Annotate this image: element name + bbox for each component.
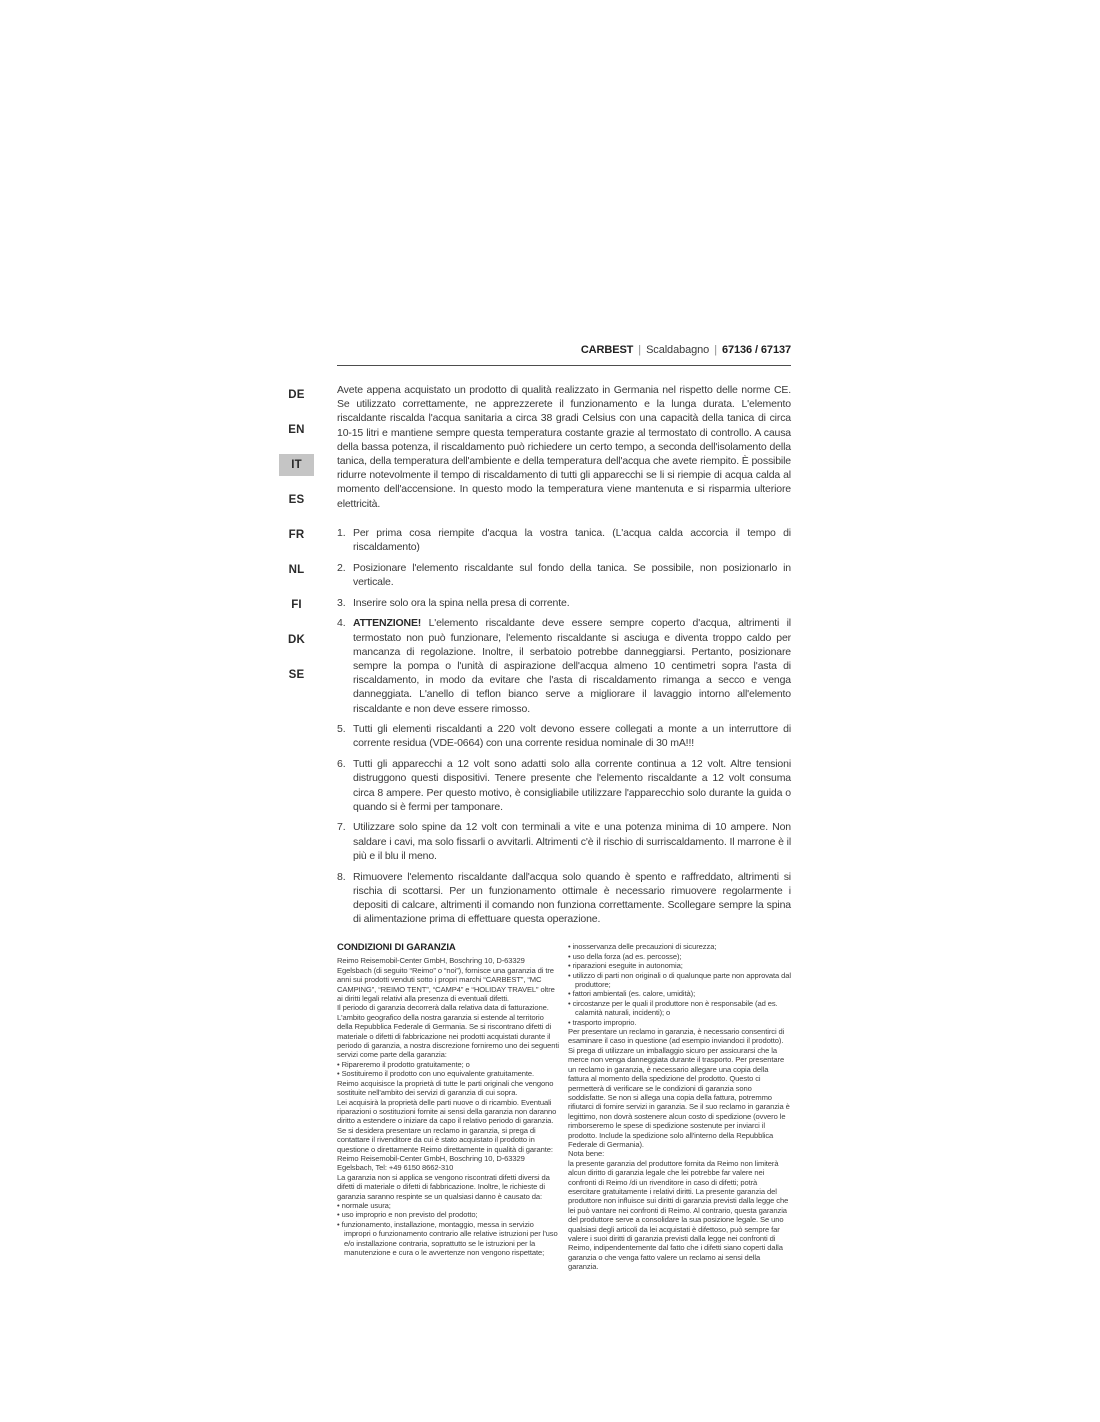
language-label: FR — [288, 529, 305, 541]
article-numbers: 67136 / 67137 — [721, 344, 791, 356]
step-text — [353, 561, 791, 589]
step-warning-prefix: ATTENZIONE! — [353, 617, 422, 630]
step-body-text: Rimuovere l'elemento riscaldante dall'acqua solo quando è spento e raffreddato, altrimenti si rischia di scottarsi. Per un funzionamento ottimale è necessario rimuovere regolarmente i depositi di calcare, altrimenti il comando non funziona correttamente. Scollegare sempre la spina di alimentazione prima di effettuare questa operazione. — [353, 870, 791, 926]
instruction-step — [337, 616, 791, 715]
step-number: 4. — [337, 617, 346, 630]
language-label: NL — [288, 564, 305, 576]
language-label: FI — [291, 599, 302, 611]
warranty-paragraph: • funzionamento, installazione, montaggio, messa in servizio impropri o funzionamento contrario alle relative istruzioni per l'uso e/o installazione contraria, soprattutto se le istruzioni per la manutenzione e cura o le avvertenze non vengono rispettate; — [337, 1219, 558, 1257]
warranty-paragraph: Lei acquisirà la proprietà delle parti nuove o di ricambio. Eventuali riparazioni o sostituzioni fornite ai sensi della garanzia non daranno diritto a estendere o iniziare da capo il relativo periodo di garanzia. Se si desidera presentare un reclamo in garanzia, si prega di contattare il rivenditore da cui è stato acquistato il prodotto in questione o direttamente Reimo direttamente in qualità di garante: — [337, 1097, 557, 1154]
step-number: 7. — [337, 821, 346, 834]
step-body-text: Inserire solo ora la spina nella presa di corrente. — [353, 596, 570, 609]
step-text — [353, 757, 791, 814]
header-separator: | — [638, 344, 642, 356]
step-number: 2. — [337, 561, 346, 574]
instruction-step — [337, 722, 791, 750]
warranty-section — [337, 942, 791, 1271]
instruction-steps — [337, 526, 791, 927]
warranty-paragraph: Reimo Reisemobil-Center GmbH, Boschring 10, D-63329 Egelsbach, Tel: +49 6150 8662-310 — [337, 1153, 525, 1173]
brand-name: CARBEST — [580, 344, 634, 356]
warranty-paragraph: Reimo acquisisce la proprietà di tutte le parti originali che vengono sostituite nell'ambito dei servizi di garanzia di cui sopra. — [337, 1078, 554, 1098]
step-body-text: Tutti gli apparecchi a 12 volt sono adatti solo alla corrente continua a 12 volt. Altre tensioni distruggono questi dispositivi. Tenere presente che l'elemento riscaldante a 12 volt consuma circa 8 ampere. Per questo motivo, è consigliabile utilizzare l'apparecchio solo durante la guida o quando si è fermi per tamponare. — [353, 758, 791, 813]
step-text — [353, 526, 791, 554]
language-label: EN — [288, 424, 305, 436]
warranty-paragraph: • uso improprio e non previsto del prodotto; — [337, 1210, 478, 1220]
step-number: 1. — [337, 526, 346, 539]
instruction-step — [337, 596, 791, 610]
step-body-text: Tutti gli elementi riscaldanti a 220 volt devono essere collegati a monte a un interruttore di corrente residua (VDE-0664) con una corrente residua nominale di 30 mA!!! — [353, 723, 791, 750]
step-number: 8. — [337, 870, 346, 883]
language-sidebar — [279, 384, 314, 686]
step-body-text: L'elemento riscaldante deve essere sempre coperto d'acqua, altrimenti il termostato non può funzionare, l'elemento riscaldante si asciuga e diventa troppo caldo per mancanza di regolazione. Inoltre, il serbatoio potrebbe danneggiarsi. Pertanto, posizionare sempre la pompa o l'unità di aspirazione dell'acqua almeno 10 centimetri sopra l'asta di riscaldamento, in modo da evitare che l'asta di riscaldamento rimanga a secco e venga danneggiata. L'anello di teflon bianco serve a migliorare il lavaggio intorno all'elemento riscaldante e non deve essere rimosso. — [353, 617, 791, 715]
warranty-left-column — [337, 942, 560, 1271]
language-label: DK — [287, 634, 305, 646]
product-name: Scaldabagno — [646, 344, 710, 356]
warranty-paragraph: • riparazioni eseguite in autonomia; — [568, 961, 683, 971]
warranty-paragraph: • fattori ambientali (es. calore, umidità); — [568, 989, 696, 999]
language-label: IT — [279, 454, 314, 476]
doc-header — [337, 344, 791, 366]
warranty-left-paragraphs — [337, 956, 560, 1257]
language-label: SE — [288, 669, 305, 681]
step-number: 5. — [337, 723, 346, 736]
warranty-right-column — [568, 942, 791, 1271]
main-content — [337, 383, 791, 1272]
intro-paragraph: Avete appena acquistato un prodotto di qualità realizzato in Germania nel rispetto delle norme CE. Se utilizzato correttamente, ne apprezzerete il funzionamento e la lunga durata. L'elemento riscaldante riscalda l'acqua sanitaria a circa 38 gradi Celsius con una capacità della tanica di circa 10-15 litri e mantiene sempre questa temperatura costante grazie al termostato di controllo. A causa della bassa potenza, il riscaldamento può richiedere un certo tempo, a seconda dell'isolamento della tanica, della temperatura dell'ambiente e della temperatura dell'acqua che avete riempito. È possibile ridurre notevolmente il tempo di riscaldamento di tutti gli apparecchi se li si riempie di acqua calda al momento dell'accensione. In questo modo la temperatura viene mantenuta e si risparmia ulteriore elettricità. — [337, 384, 791, 510]
step-number: 3. — [337, 596, 346, 609]
step-text — [353, 722, 791, 750]
instruction-step — [337, 526, 791, 554]
language-label: ES — [288, 494, 305, 506]
instruction-step — [337, 820, 791, 863]
step-text — [353, 596, 791, 610]
warranty-right-paragraphs — [568, 942, 791, 1271]
warranty-paragraph: • uso della forza (ad es. percosse); — [568, 951, 682, 961]
warranty-title: CONDIZIONI DI GARANZIA — [337, 942, 456, 954]
warranty-paragraph: Reimo Reisemobil-Center GmbH, Boschring 10, D-63329 Egelsbach (di seguito “Reimo” o “noi”), fornisce una garanzia di tre anni sui prodotti venduti sotto i propri marchi “CARBEST”, “MC CAMPING”, “REIMO TENT”, “CAMP4” e “HOLIDAY TRAVEL” oltre ai diritti legali relativi alla presenza di eventuali difetti. — [337, 956, 555, 1004]
step-number: 6. — [337, 758, 346, 771]
instruction-step — [337, 870, 791, 927]
warranty-paragraph: • utilizzo di parti non originali o di qualunque parte non approvata dal produttore; — [568, 970, 792, 990]
warranty-paragraph: • circostanze per le quali il produttore non è responsabile (ad es. calamità naturali, incidenti); o — [568, 998, 778, 1018]
header-separator: | — [714, 344, 717, 356]
step-text — [353, 616, 791, 715]
step-text — [353, 870, 791, 927]
language-label: DE — [288, 389, 305, 401]
warranty-paragraph: • Sostituiremo il prodotto con uno equivalente gratuitamente. — [337, 1069, 535, 1079]
step-body-text: Per prima cosa riempite d'acqua la vostra tanica. (L'acqua calda accorcia il tempo di riscaldamento) — [353, 526, 791, 554]
warranty-paragraph: • Ripareremo il prodotto gratuitamente; o — [337, 1059, 470, 1069]
step-body-text: Posizionare l'elemento riscaldante sul fondo della tanica. Se possibile, non posizionarlo in verticale. — [353, 561, 791, 588]
warranty-paragraph: la presente garanzia del produttore fornita da Reimo non limiterà alcun diritto di garanzia legale che lei potrebbe far valere nei confronti di Reimo /di un rivenditore in caso di difetti; potrà esercitare gratuitamente i relativi diritti. La presente garanzia del produttore non influisce sui diritti di garanzia previsti dalla legge che lei può vantare nei confronti di Reimo. Al contrario, questa garanzia del produttore serve a consolidare la sua posizione legale. Se uno qualsiasi degli articoli da lei acquistati è difettoso, può sempre far valere i suoi diritti di garanzia previsti dalla legge nei confronti di Reimo, indipendentemente dal fatto che i difetti siano coperti dalla garanzia o che venga fatto valere un reclamo ai sensi della garanzia. — [568, 1158, 789, 1272]
step-body-text: Utilizzare solo spine da 12 volt con terminali a vite e una potenza minima di 10 ampere. Non saldare i cavi, ma solo fissarli o avvitarli. Altrimenti c'è il rischio di surriscaldamento. Il marrone è il più e il blu il meno. — [353, 821, 791, 862]
warranty-paragraph: La garanzia non si applica se vengono riscontrati difetti diversi da difetti di materiale o difetti di fabbricazione. Inoltre, le richieste di garanzia saranno respinte se un qualsiasi danno è causato da: — [337, 1172, 550, 1201]
warranty-paragraph: Per presentare un reclamo in garanzia, è necessario consentirci di esaminare il caso in questione (ad esempio inviandoci il prodotto). Si prega di utilizzare un imballaggio sicuro per assicurarsi che la merce non venga danneggiata durante il trasporto. Per presentare un reclamo in garanzia, è necessario allegare una copia della fattura al momento della spedizione del prodotto. Questo ci permetterà di verificare se le condizioni di garanzia sono soddisfatte. Se non si allega una copia della fattura, potremmo rifiutarci di fornire servizi in garanzia. Se il suo reclamo in garanzia è legittimo, non dovrà sostenere alcun costo di spedizione (ovvero le rimborseremo le spese di spedizione sostenute per inviarci il prodotto. Include la spedizione solo all'interno della Repubblica Federale di Germania). — [568, 1027, 790, 1149]
warranty-paragraph: • inosservanza delle precauzioni di sicurezza; — [568, 942, 717, 952]
warranty-paragraph: • trasporto improprio. — [568, 1017, 637, 1027]
instruction-step — [337, 561, 791, 589]
step-text — [353, 820, 791, 863]
instruction-step — [337, 757, 791, 814]
warranty-paragraph: Il periodo di garanzia decorrerà dalla relativa data di fatturazione. L'ambito geografico della nostra garanzia si estende al territorio della Repubblica Federale di Germania. Se si riscontrano difetti di materiale o difetti di fabbricazione nei prodotti acquistati durante il periodo di garanzia, a nostra discrezione forniremo uno dei seguenti servizi come parte della garanzia: — [337, 1003, 559, 1060]
warranty-paragraph: • normale usura; — [337, 1200, 391, 1210]
warranty-paragraph: Nota bene: — [568, 1149, 605, 1159]
